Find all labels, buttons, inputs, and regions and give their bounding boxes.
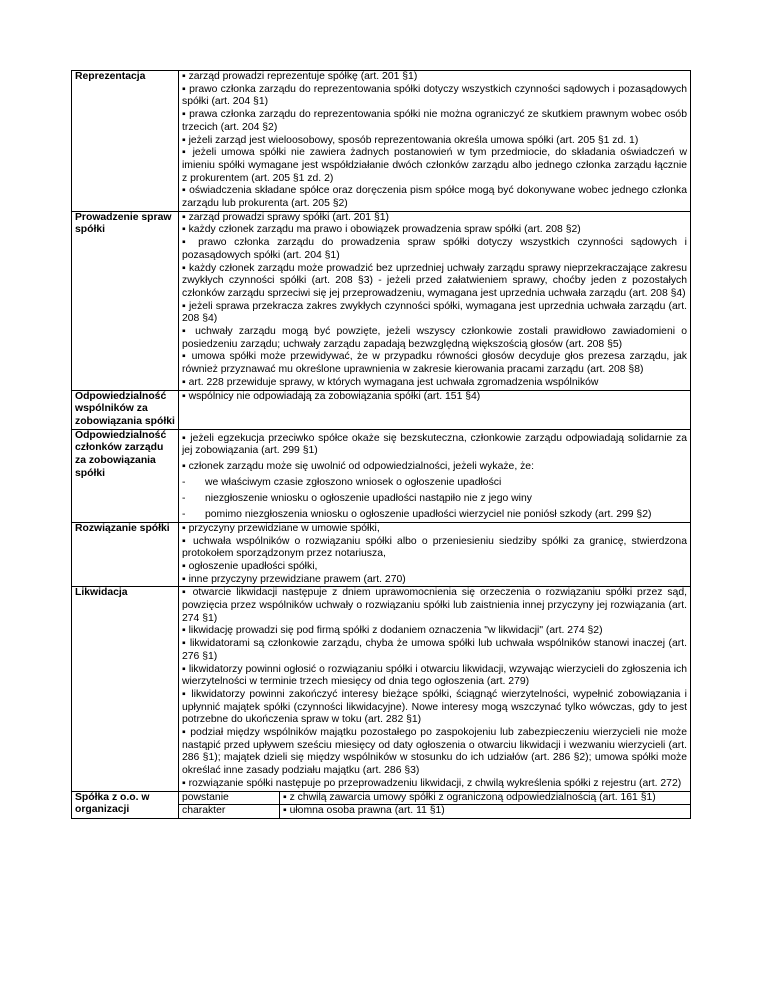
table-row-rozwiazanie-spolki bbox=[72, 522, 691, 587]
sub-list-item: - we właściwym czasie zgłoszono wniosek o ogłoszenie upadłości bbox=[182, 476, 502, 488]
list-item: ▪ jeżeli zarząd jest wieloosobowy, sposób reprezentowania określa umowa spółki (art. 205 §1 zd. 1) bbox=[182, 135, 687, 148]
dash-bullet: - bbox=[182, 508, 186, 520]
nested-key: powstanie bbox=[179, 792, 280, 805]
list-item: ▪ likwidację prowadzi się pod firmą spółki z dodaniem oznaczenia "w likwidacji" (art. 274 §2) bbox=[182, 625, 687, 638]
list-item: ▪ uchwała wspólników o rozwiązaniu spółki albo o przeniesieniu siedziby spółki za granicę, stwierdzona protokołem sporządzonym przez notariusza, bbox=[182, 536, 687, 561]
list-item: ▪ zarząd prowadzi reprezentuje spółkę (art. 201 §1) bbox=[182, 71, 687, 84]
row-content bbox=[179, 791, 691, 818]
sub-list-item: - pomimo niezgłoszenia wniosku o ogłoszenie upadłości wierzyciel nie poniósł szkody (art. 299 §2) bbox=[182, 508, 652, 520]
table-row-spolka-w-organizacji bbox=[72, 791, 691, 818]
list-item: ▪ członek zarządu może się uwolnić od odpowiedzialności, jeżeli wykaże, że: bbox=[182, 461, 687, 474]
table-row-prowadzenie-spraw bbox=[72, 211, 691, 390]
list-item: ▪ oświadczenia składane spółce oraz doręczenia pism spółce mogą być dokonywane wobec jednego członka zarządu lub prokurenta (art. 205 §2) bbox=[182, 185, 687, 210]
row-content bbox=[179, 390, 691, 429]
list-item: ▪ likwidatorami są członkowie zarządu, chyba że umowa spółki lub uchwała wspólników stanowi inaczej (art. 276 §1) bbox=[182, 638, 687, 663]
row-label: Rozwiązanie spółki bbox=[72, 522, 179, 587]
comparison-table bbox=[71, 70, 691, 819]
nested-row bbox=[179, 805, 690, 818]
nested-table bbox=[179, 792, 690, 818]
list-item: ▪ art. 228 przewiduje sprawy, w których wymagana jest uchwała zgromadzenia wspólników bbox=[182, 377, 687, 390]
row-label: Reprezentacja bbox=[72, 71, 179, 212]
document-page bbox=[71, 70, 691, 819]
list-item: ▪ rozwiązanie spółki następuje po przeprowadzeniu likwidacji, z chwilą wykreślenia spółki z rejestru (art. 272) bbox=[182, 778, 687, 791]
list-item: ▪ każdy członek zarządu może prowadzić bez uprzedniej uchwały zarządu sprawy nieprzekraczające zakresu zwykłych czynności spółki (art. 208 §3) - jeżeli przed załatwieniem sprawy, choćby jeden z pozostałych członków zarządu sprzeciwi się jej przeprowadzeniu, wymagana jest uprzednia uchwała zarządu (art. 208 §4) bbox=[182, 263, 687, 301]
list-item: ▪ prawo członka zarządu do reprezentowania spółki dotyczy wszystkich czynności sądowych i pozasądowych spółki (art. 204 §1) bbox=[182, 84, 687, 109]
list-item: ▪ przyczyny przewidziane w umowie spółki, bbox=[182, 523, 687, 536]
nested-value: ▪ ułomna osoba prawna (art. 11 §1) bbox=[280, 805, 691, 818]
list-item: ▪ ogłoszenie upadłości spółki, bbox=[182, 561, 687, 574]
list-item: ▪ jeżeli egzekucja przeciwko spółce okaże się bezskuteczna, członkowie zarządu odpowiadają solidarnie za jej zobowiązania (art. 299 §1) bbox=[182, 433, 687, 458]
list-item: ▪ otwarcie likwidacji następuje z dniem uprawomocnienia się orzeczenia o rozwiązaniu spółki przez sąd, powzięcia przez wspólników uchwały o rozwiązaniu spółki lub zaistnienia innej przyczyny jej rozwiązania (art. 274 §1) bbox=[182, 587, 687, 625]
list-item: ▪ likwidatorzy powinni zakończyć interesy bieżące spółki, ściągnąć wierzytelności, wypełnić zobowiązania i upłynnić majątek spółki (czynności likwidacyjne). Nowe interesy mogą wszczynać tylko wówczas, gdy to jest potrzebne do ukończenia spraw w toku (art. 282 §1) bbox=[182, 689, 687, 727]
row-content bbox=[179, 587, 691, 791]
list-item: ▪ jeżeli umowa spółki nie zawiera żadnych postanowień w tym przedmiocie, do składania oświadczeń w imieniu spółki wymagane jest współdziałanie dwóch członków zarządu albo jednego członka zarządu łącznie z prokurentem (art. 205 §1 zd. 2) bbox=[182, 147, 687, 185]
nested-key: charakter bbox=[179, 805, 280, 818]
nested-value: ▪ z chwilą zawarcia umowy spółki z ograniczoną odpowiedzialnością (art. 161 §1) bbox=[280, 792, 691, 805]
list-item: ▪ wspólnicy nie odpowiadają za zobowiązania spółki (art. 151 §4) bbox=[182, 391, 687, 404]
list-item: ▪ jeżeli sprawa przekracza zakres zwykłych czynności spółki, wymagana jest uprzednia uchwała zarządu (art. 208 §4) bbox=[182, 301, 687, 326]
table-row-likwidacja bbox=[72, 587, 691, 791]
list-item: ▪ każdy członek zarządu ma prawo i obowiązek prowadzenia spraw spółki (art. 208 §2) bbox=[182, 224, 687, 237]
list-item: ▪ likwidatorzy powinni ogłosić o rozwiązaniu spółki i otwarciu likwidacji, wzywając wierzycieli do zgłoszenia ich wierzytelności w terminie trzech miesięcy od dnia tego ogłoszenia (art. 279) bbox=[182, 664, 687, 689]
row-content bbox=[179, 71, 691, 212]
table-row-reprezentacja bbox=[72, 71, 691, 212]
list-item: ▪ inne przyczyny przewidziane prawem (art. 270) bbox=[182, 574, 687, 587]
dash-bullet: - bbox=[182, 492, 186, 504]
list-item: ▪ podział między wspólników majątku pozostałego po zaspokojeniu lub zabezpieczeniu wierzycieli nie może nastąpić przed upływem sześciu miesięcy od daty ogłoszenia o otwarciu likwidacji i wezwaniu wierzycieli (art. 286 §1); majątek dzieli się między wspólników w stosunku do ich udziałów (art. 286 §2); umowa spółki może określać inne zasady podziału majątku (art. 286 §3) bbox=[182, 727, 687, 778]
list-item: ▪ prawo członka zarządu do prowadzenia spraw spółki dotyczy wszystkich czynności sądowych i pozasądowych spółki (art. 204 §1) bbox=[182, 237, 687, 262]
row-label: Odpowiedzialność wspólników za zobowiązania spółki bbox=[72, 390, 179, 429]
row-content bbox=[179, 429, 691, 522]
row-label: Spółka z o.o. w organizacji bbox=[72, 791, 179, 818]
row-content bbox=[179, 522, 691, 587]
sub-list-item: - niezgłoszenie wniosku o ogłoszenie upadłości nastąpiło nie z jego winy bbox=[182, 492, 532, 504]
table-row-odpowiedzialnosc-wspolnikow bbox=[72, 390, 691, 429]
table-row-odpowiedzialnosc-zarzadu bbox=[72, 429, 691, 522]
list-item: ▪ prawa członka zarządu do reprezentowania spółki nie można ograniczyć ze skutkiem prawnym wobec osób trzecich (art. 204 §2) bbox=[182, 109, 687, 134]
dash-bullet: - bbox=[182, 476, 186, 488]
list-item: ▪ umowa spółki może przewidywać, że w przypadku równości głosów decyduje głos prezesa zarządu, jak również przyznawać mu określone uprawnienia w zakresie kierowania pracami zarządu (art. 208 §8) bbox=[182, 351, 687, 376]
list-item: ▪ zarząd prowadzi sprawy spółki (art. 201 §1) bbox=[182, 212, 687, 225]
row-label: Prowadzenie spraw spółki bbox=[72, 211, 179, 390]
list-item: ▪ uchwały zarządu mogą być powzięte, jeżeli wszyscy członkowie zostali prawidłowo zawiadomieni o posiedzeniu zarządu; uchwały zarządu zapadają bezwzględną większością głosów (art. 208 §5) bbox=[182, 326, 687, 351]
nested-row bbox=[179, 792, 690, 805]
row-content bbox=[179, 211, 691, 390]
row-label: Likwidacja bbox=[72, 587, 179, 791]
row-label: Odpowiedzialność członków zarządu za zobowiązania spółki bbox=[72, 429, 179, 522]
